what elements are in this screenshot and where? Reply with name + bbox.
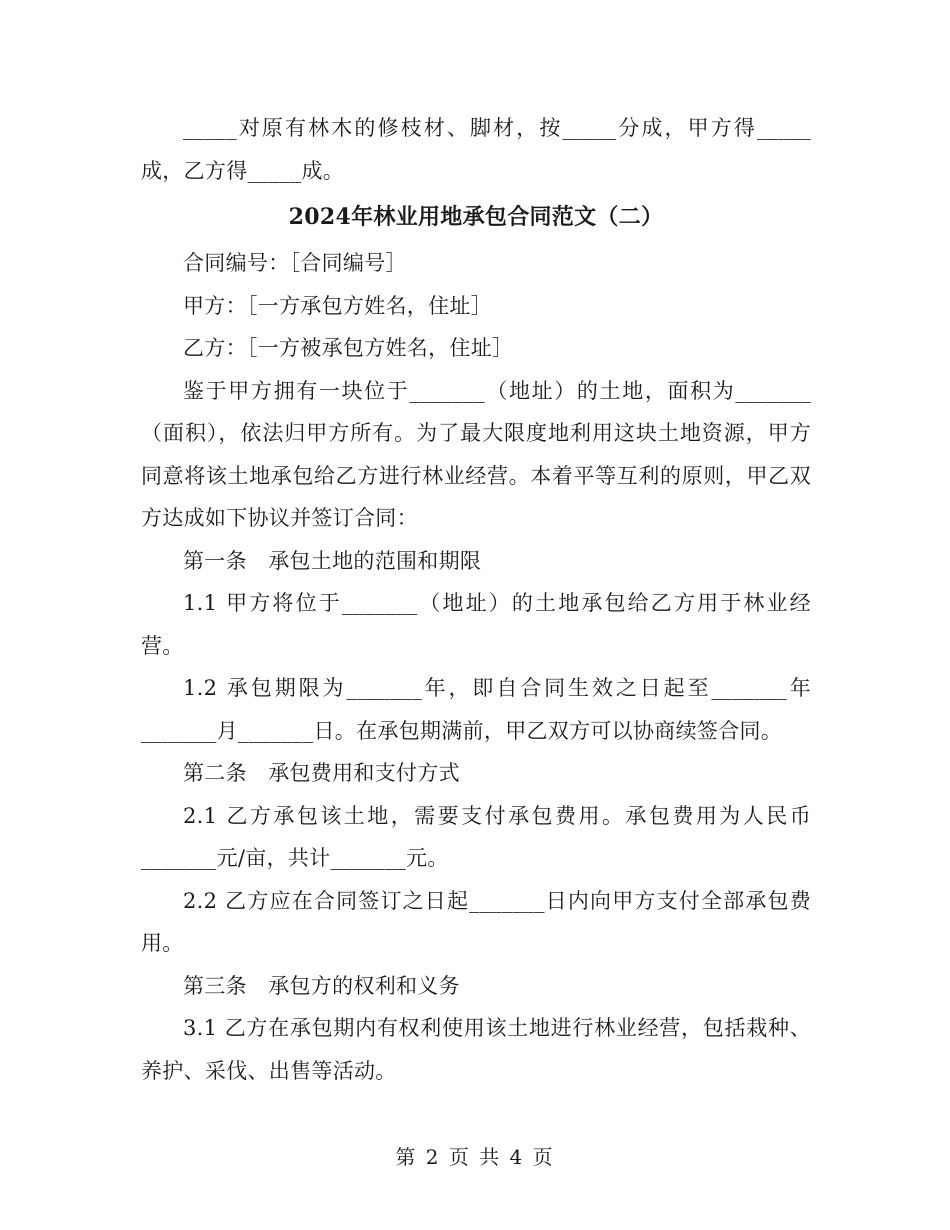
- page-number-footer: 第 2 页 共 4 页: [395, 1145, 555, 1169]
- clause-1-1: 1.1 甲方将位于_______（地址）的土地承包给乙方用于林业经营。: [141, 591, 811, 658]
- clause-3-1: 3.1 乙方在承包期内有权利使用该土地进行林业经营，包括栽种、养护、采伐、出售等活动。: [141, 1016, 811, 1083]
- paragraph-continuation: _____对原有林木的修枝材、脚材，按_____分成，甲方得_____成，乙方得_____成。: [141, 116, 811, 183]
- clause-2-1: 2.1 乙方承包该土地，需要支付承包费用。承包费用为人民币_______元/亩，共计_______元。: [141, 803, 811, 870]
- contract-number-line: 合同编号：［合同编号］: [183, 251, 407, 275]
- clause-2-2: 2.2 乙方应在合同签订之日起_______日内向甲方支付全部承包费用。: [141, 888, 811, 955]
- article-2-heading: 第二条 承包费用和支付方式: [183, 761, 460, 785]
- party-a-line: 甲方：［一方承包方姓名，住址］: [183, 293, 492, 318]
- preamble-paragraph: 鉴于甲方拥有一块位于_______（地址）的土地，面积为_______（面积），依法归甲方所有。为了最大限度地利用这块土地资源，甲方同意将该土地承包给乙方进行林业经营。本着平等互利的原则，甲乙双方达成如下协议并签订合同：: [141, 378, 811, 530]
- contract-title: 2024年林业用地承包合同范文（二）: [288, 204, 664, 230]
- document-body: [141, 107, 811, 1092]
- article-3-heading: 第三条 承包方的权利和义务: [183, 973, 460, 998]
- clause-1-2: 1.2 承包期限为_______年，即自合同生效之日起至_______年_______月_______日。在承包期满前，甲乙双方可以协商续签合同。: [141, 676, 811, 743]
- article-1-heading: 第一条 承包土地的范围和期限: [183, 548, 482, 573]
- party-b-line: 乙方：［一方被承包方姓名，住址］: [183, 336, 514, 360]
